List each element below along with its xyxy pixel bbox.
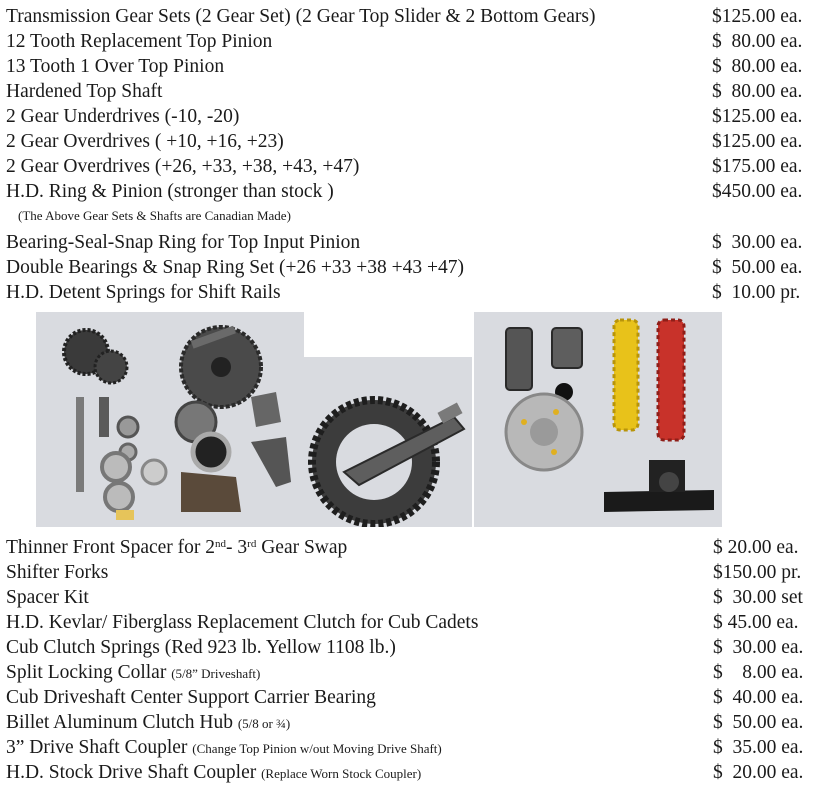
price-row (6, 179, 816, 204)
item-label: Shifter Forks (6, 562, 109, 583)
price-row (6, 685, 816, 710)
item-label: 12 Tooth Replacement Top Pinion (6, 31, 273, 52)
price-row (6, 129, 816, 154)
price-row (6, 54, 816, 79)
price-row (6, 710, 816, 735)
item-price: $ 80.00 ea. (712, 56, 803, 77)
item-label: Transmission Gear Sets (2 Gear Set) (2 Gear Top Slider & 2 Bottom Gears) (6, 6, 596, 27)
item-price: $ 8.00 ea. (713, 662, 804, 683)
price-row (6, 79, 816, 104)
item-label: H.D. Ring & Pinion (stronger than stock ) (6, 181, 334, 202)
item-label: Spacer Kit (6, 587, 89, 608)
price-row (6, 535, 816, 560)
item-price: $450.00 ea. (712, 181, 803, 202)
price-row (6, 255, 816, 280)
item-price: $ 80.00 ea. (712, 31, 803, 52)
item-price: $125.00 ea. (712, 106, 803, 127)
item-price: $ 10.00 pr. (712, 282, 801, 303)
item-label: Hardened Top Shaft (6, 81, 163, 102)
price-row (6, 154, 816, 179)
item-label: 13 Tooth 1 Over Top Pinion (6, 56, 225, 77)
ring-and-pinion-photo (304, 357, 472, 527)
item-price: $ 35.00 ea. (713, 737, 804, 758)
price-row (6, 29, 816, 54)
item-label: H.D. Detent Springs for Shift Rails (6, 282, 281, 303)
item-price: $ 30.00 set (713, 587, 803, 608)
price-row (6, 660, 816, 685)
price-row (6, 230, 816, 255)
item-label: Cub Driveshaft Center Support Carrier Bearing (6, 687, 376, 708)
item-label: 2 Gear Underdrives (-10, -20) (6, 106, 240, 127)
item-label: Cub Clutch Springs (Red 923 lb. Yellow 1108 lb.) (6, 637, 396, 658)
item-label: H.D. Kevlar/ Fiberglass Replacement Clutch for Cub Cadets (6, 612, 479, 633)
item-label: 3” Drive Shaft Coupler (Change Top Pinion w/out Moving Drive Shaft) (6, 737, 442, 758)
price-row (6, 280, 816, 305)
item-price: $ 45.00 ea. (713, 612, 799, 633)
item-price: $125.00 ea. (712, 6, 803, 27)
item-label: Billet Aluminum Clutch Hub (5/8 or ¾) (6, 712, 291, 733)
item-price: $ 30.00 ea. (713, 637, 804, 658)
canadian-made-note: (The Above Gear Sets & Shafts are Canadian Made) (18, 208, 291, 223)
price-row (6, 585, 816, 610)
item-price: $ 20.00 ea. (713, 537, 799, 558)
price-row (6, 610, 816, 635)
item-price: $ 20.00 ea. (713, 762, 804, 783)
item-price: $125.00 ea. (712, 131, 803, 152)
item-label: H.D. Stock Drive Shaft Coupler (Replace Worn Stock Coupler) (6, 762, 422, 783)
gears-shafts-forks-photo (36, 312, 304, 527)
item-price: $ 80.00 ea. (712, 81, 803, 102)
bushings-springs-clutch-hub-photo (474, 312, 722, 527)
item-label: 2 Gear Overdrives (+26, +33, +38, +43, +47) (6, 156, 360, 177)
price-row (6, 760, 816, 785)
item-price: $ 30.00 ea. (712, 232, 803, 253)
item-price: $ 50.00 ea. (713, 712, 804, 733)
price-row (6, 4, 816, 29)
item-label: Bearing-Seal-Snap Ring for Top Input Pinion (6, 232, 361, 253)
item-price: $175.00 ea. (712, 156, 803, 177)
item-label: Split Locking Collar (5/8” Driveshaft) (6, 662, 261, 683)
price-row (6, 635, 816, 660)
item-price: $ 50.00 ea. (712, 257, 803, 278)
item-price: $ 40.00 ea. (713, 687, 804, 708)
item-price: $150.00 pr. (713, 562, 802, 583)
item-label: 2 Gear Overdrives ( +10, +16, +23) (6, 131, 284, 152)
item-label: Double Bearings & Snap Ring Set (+26 +33 +38 +43 +47) (6, 257, 464, 278)
price-row (6, 104, 816, 129)
price-row (6, 735, 816, 760)
price-row (6, 560, 816, 585)
item-label: Thinner Front Spacer for 2nd- 3rd Gear Swap (6, 537, 348, 558)
